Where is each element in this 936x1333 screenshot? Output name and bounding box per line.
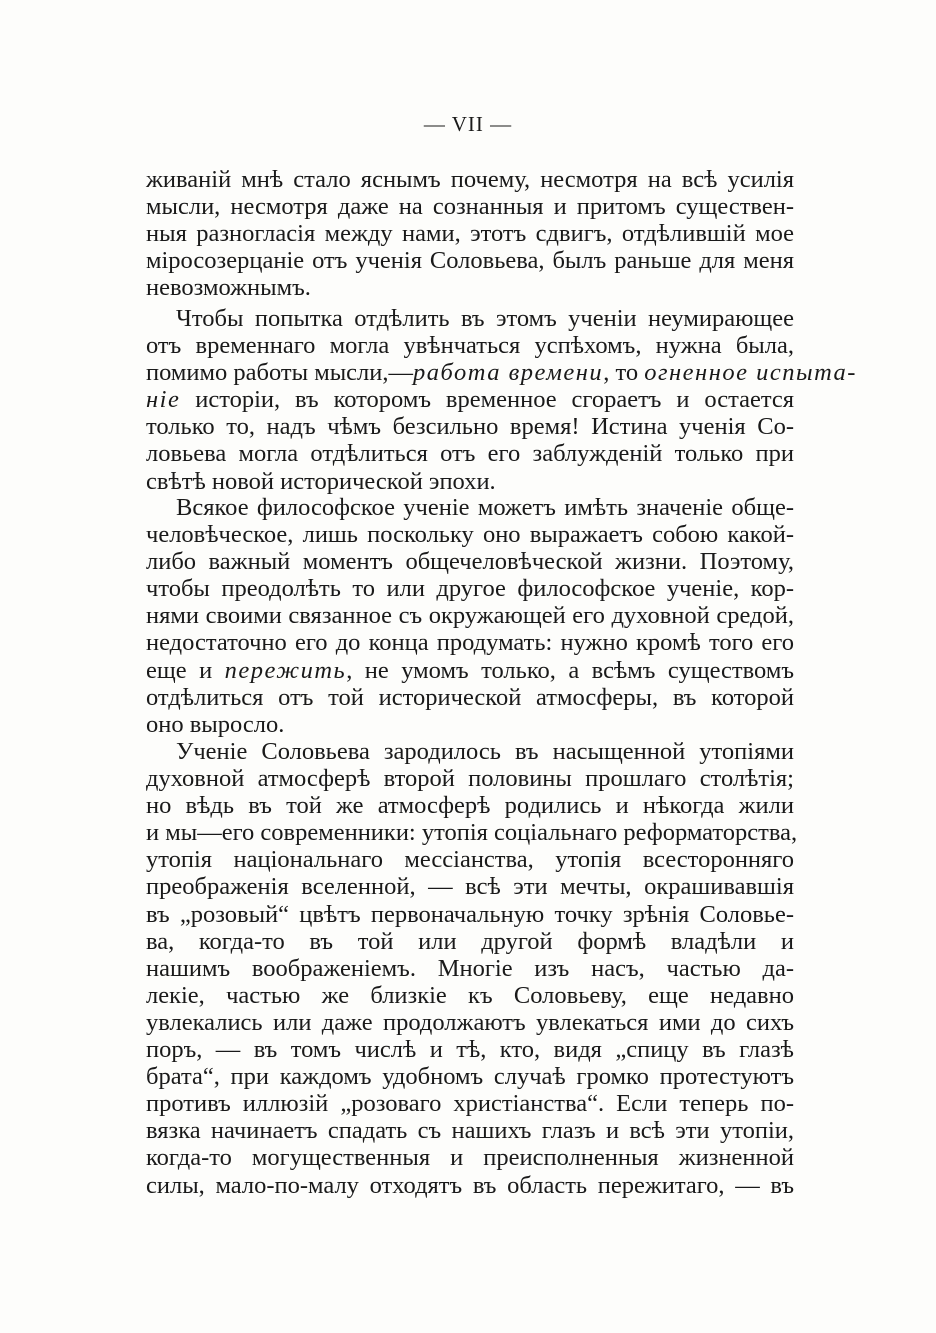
- text-line: мысли, несмотря даже на сознанныя и притомъ существен-: [146, 193, 794, 221]
- text-line: въ „розовый“ цвѣтъ первоначальную точку зрѣнія Соловье-: [146, 900, 794, 928]
- text-line: свѣтѣ новой исторической эпохи.: [146, 467, 496, 495]
- text-line: и мы—его современники: утопія соціальнаго реформаторства,: [146, 819, 798, 847]
- text-line: утопія національнаго мессіанства, утопія всесторонняго: [146, 846, 794, 874]
- text-line: увлекались или даже продолжаютъ увлекаться ими до сихъ: [146, 1008, 794, 1036]
- page-number: — VII —: [423, 112, 513, 136]
- text-line: противъ иллюзій „розоваго христіанства“. Если теперь по-: [146, 1090, 794, 1118]
- text-line: вязка начинаетъ спадать съ нашихъ глазъ и всѣ эти утопіи,: [146, 1117, 794, 1145]
- text-line-mixed: [146, 386, 794, 413]
- paragraph-3: [146, 494, 794, 738]
- text-line: брата“, при каждомъ удобномъ случаѣ громко протестуютъ: [146, 1063, 794, 1091]
- text-line-mixed: [146, 657, 794, 684]
- text-line: лекіе, частью же близкіе къ Соловьеву, еще недавно: [146, 981, 794, 1009]
- text-line: нями своими связанное съ окружающей его духовной средой,: [146, 602, 794, 630]
- text-line: Чтобы попытка отдѣлить въ этомъ ученіи неумирающее: [176, 305, 794, 332]
- text-line: оно выросло.: [146, 710, 285, 738]
- emphasis-text: пережить: [224, 656, 347, 684]
- text-run: помимо работы мысли,—: [146, 359, 413, 387]
- text-line: Ученіе Соловьева зародилось въ насыщенной утопіями: [176, 738, 794, 765]
- text-line: Всякое философское ученіе можетъ имѣть значеніе обще-: [176, 494, 794, 521]
- text-line: силы, мало-по-малу отходятъ въ область пережитаго, — въ: [146, 1171, 794, 1199]
- text-line: ловьева могла отдѣлиться отъ его заблужденій только при: [146, 440, 794, 468]
- text-line: живаній мнѣ стало яснымъ почему, несмотря на всѣ усилія: [146, 166, 794, 193]
- text-line: только то, надъ чѣмъ безсильно время! Истина ученія Со-: [146, 413, 794, 441]
- text-line: поръ, — въ томъ числѣ и тѣ, кто, видя „спицу въ глазѣ: [146, 1036, 794, 1064]
- text-line: ва, когда-то въ той или другой формѣ владѣли и: [146, 927, 794, 955]
- paragraph-4: [146, 738, 798, 1199]
- text-run: , то: [603, 359, 645, 387]
- text-line: человѣческое, лишь поскольку оно выражаетъ собою какой-: [146, 521, 794, 549]
- emphasis-text: работа времени: [413, 359, 604, 387]
- paragraph-1: [146, 166, 794, 301]
- text-line: отъ временнаго могла увѣнчаться успѣхомъ, нужна была,: [146, 332, 794, 360]
- text-line: либо важный моментъ общечеловѣческой жизни. Поэтому,: [146, 548, 794, 576]
- text-line: отдѣлиться отъ той исторической атмосферы, въ которой: [146, 683, 794, 711]
- text-line: ныя разногласія между нами, этотъ сдвигъ, отдѣлившій мое: [146, 220, 794, 248]
- paragraph-2: [146, 305, 857, 495]
- text-line: невозможнымъ.: [146, 274, 311, 302]
- text-line: когда-то могущественныя и преисполненныя жизненной: [146, 1144, 794, 1172]
- emphasis-text: ніе: [146, 386, 181, 414]
- text-line-mixed: [146, 359, 857, 387]
- text-run: , не умомъ только, а всѣмъ существомъ: [346, 656, 794, 684]
- text-line: чтобы преодолѣть то или другое философское ученіе, кор-: [146, 575, 794, 603]
- text-line: но вѣдь въ той же атмосферѣ родились и нѣкогда жили: [146, 792, 794, 820]
- text-run: исторіи, въ которомъ временное сгораетъ и остается: [180, 386, 794, 414]
- text-line: міросозерцаніе отъ ученія Соловьева, былъ раньше для меня: [146, 247, 794, 275]
- text-run: еще и: [146, 656, 225, 684]
- text-line: нашимъ воображеніемъ. Многіе изъ насъ, частью да-: [146, 954, 794, 982]
- text-line: преображенія вселенной, — всѣ эти мечты, окрашивавшія: [146, 873, 794, 901]
- emphasis-text: огненное испыта-: [644, 359, 857, 387]
- text-line: недостаточно его до конца продумать: нужно кромѣ того его: [146, 629, 794, 657]
- text-line: духовной атмосферѣ второй половины прошлаго столѣтія;: [146, 765, 794, 793]
